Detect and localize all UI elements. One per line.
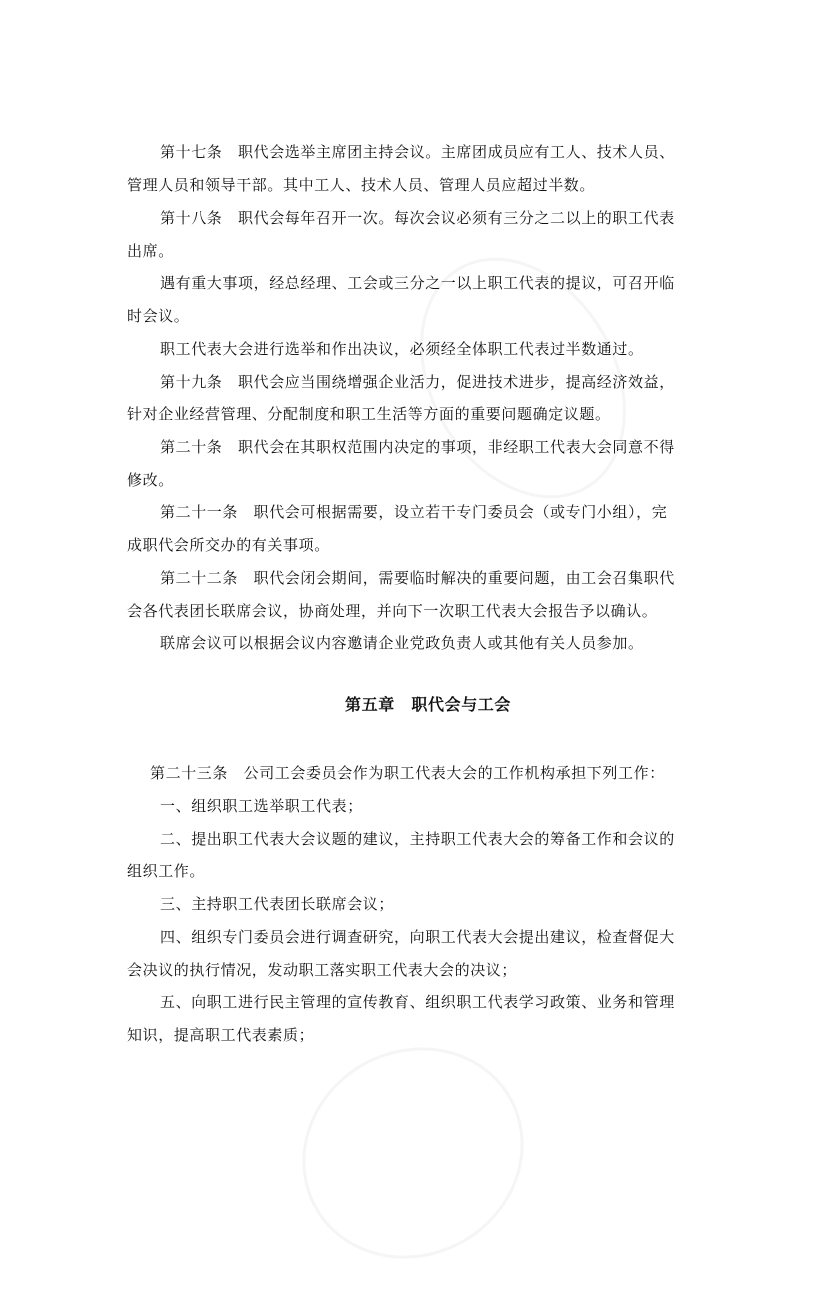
chapter-heading: 第五章 职代会与工会 [345, 695, 512, 714]
list-item-line: 五、向职工进行民主管理的宣传教育、组织职工代表学习政策、业务和管理 [160, 993, 675, 1011]
list-item-line: 二、提出职工代表大会议题的建议，主持职工代表大会的筹备工作和会议的 [160, 830, 675, 848]
paragraph-line: 第十八条 职代会每年召开一次。每次会议必须有三分之二以上的职工代表 [160, 209, 675, 227]
paragraph-line: 遇有重大事项，经总经理、工会或三分之一以上职工代表的提议，可召开临 [160, 274, 675, 292]
paragraph-line: 第二十二条 职代会闭会期间，需要临时解决的重要问题，由工会召集职代 [160, 569, 675, 587]
paragraph-line: 会各代表团长联席会议，协商处理，并向下一次职工代表大会报告予以确认。 [127, 602, 658, 620]
list-item-line: 四、组织专门委员会进行调查研究，向职工代表大会提出建议，检查督促大 [160, 928, 675, 946]
paragraph-line: 修改。 [127, 471, 174, 489]
list-item-line: 一、组织职工选举职工代表； [160, 797, 363, 815]
paragraph-line: 第二十三条 公司工会委员会作为职工代表大会的工作机构承担下列工作： [150, 764, 665, 782]
paragraph-line: 联席会议可以根据会议内容邀请企业党政负责人或其他有关人员参加。 [160, 634, 644, 652]
paragraph-line: 第十七条 职代会选举主席团主持会议。主席团成员应有工人、技术人员、 [160, 143, 675, 161]
paragraph-line: 职工代表大会进行选举和作出决议，必须经全体职工代表过半数通过。 [160, 340, 644, 358]
paragraph-line: 时会议。 [127, 307, 190, 325]
list-item-line: 三、主持职工代表团长联席会议； [160, 895, 395, 913]
list-item-line: 知识，提高职工代表素质； [127, 1026, 315, 1044]
paragraph-line: 第十九条 职代会应当围绕增强企业活力，促进技术进步，提高经济效益， [160, 373, 675, 391]
paragraph-line: 第二十一条 职代会可根据需要，设立若干专门委员会（或专门小组），完 [160, 503, 668, 521]
list-item-line: 会决议的执行情况，发动职工落实职工代表大会的决议； [127, 961, 518, 979]
paragraph-line: 第二十条 职代会在其职权范围内决定的事项，非经职工代表大会同意不得 [160, 438, 675, 456]
paragraph-line: 出席。 [127, 242, 174, 260]
paragraph-line: 管理人员和领导干部。其中工人、技术人员、管理人员应超过半数。 [127, 176, 596, 194]
paragraph-line: 针对企业经营管理、分配制度和职工生活等方面的重要问题确定议题。 [127, 405, 611, 423]
watermark-seal [264, 1007, 563, 1298]
list-item-line: 组织工作。 [127, 862, 206, 880]
paragraph-line: 成职代会所交办的有关事项。 [127, 536, 330, 554]
